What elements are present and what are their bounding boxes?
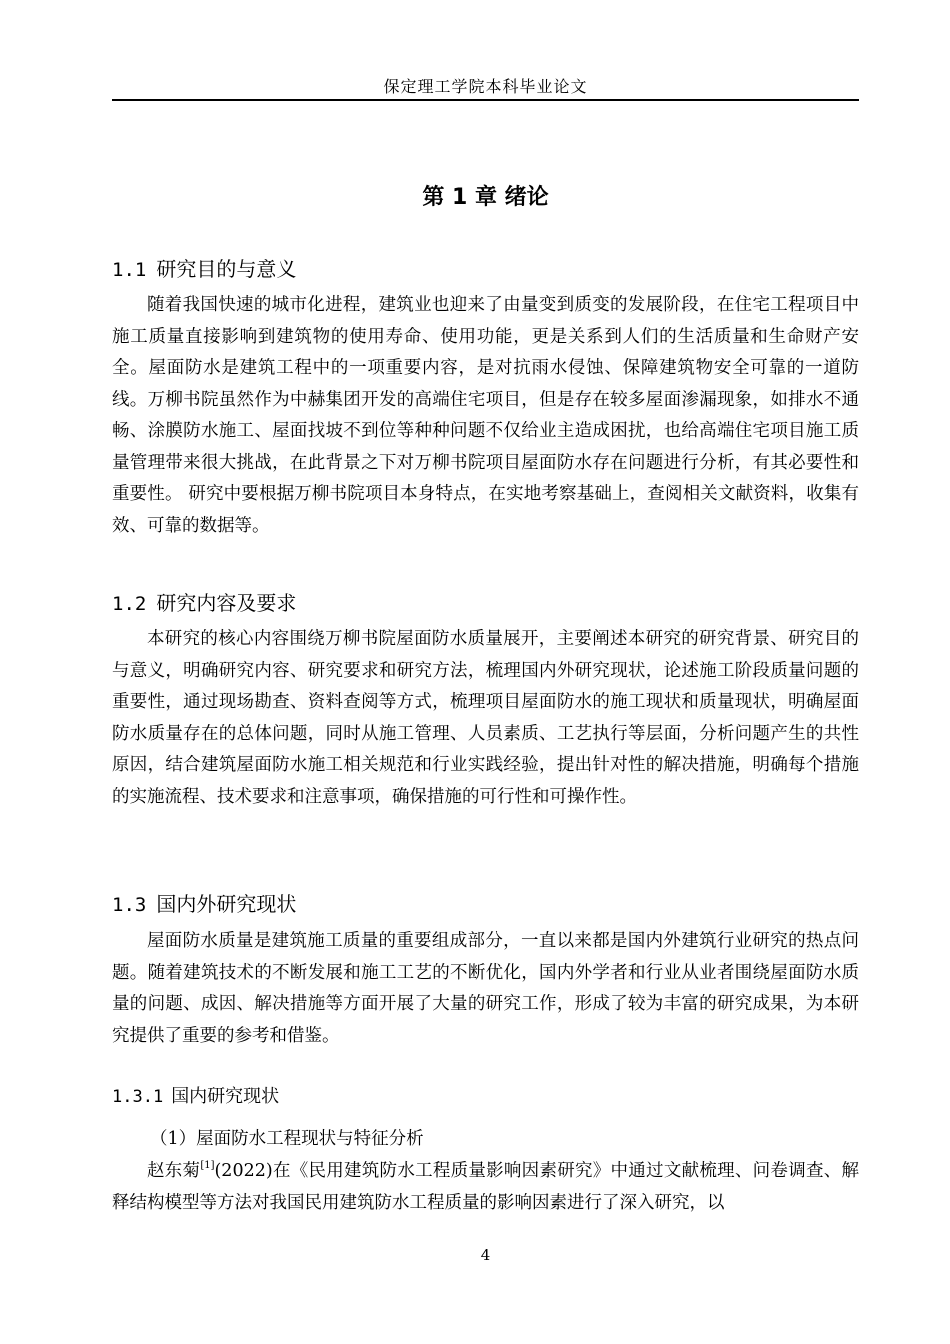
section-paragraph-1-3: 屋面防水质量是建筑施工质量的重要组成部分，一直以来都是国内外建筑行业研究的热点问题。随着建筑技术的不断发展和施工工艺的不断优化，国内外学者和行业从业者围绕屋面防水质量的问题、成因、解决措施等方面开展了大量的研究工作，形成了较为丰富的研究成果，为本研究提供了重要的参考和借鉴。 — [112, 931, 859, 1046]
page-header-title: 保定理工学院本科毕业论文 — [383, 77, 588, 96]
page-number: 4 — [480, 1246, 491, 1264]
section-paragraph-1-1: 随着我国快速的城市化进程，建筑业也迎来了由量变到质变的发展阶段，在住宅工程项目中施工质量直接影响到建筑物的使用寿命、使用功能，更是关系到人们的生活质量和生命财产安全。屋面防水是建筑工程中的一项重要内容，是对抗雨水侵蚀、保障建筑物安全可靠的一道防线。万柳书院虽然作为中赫集团开发的高端住宅项目，但是存在较多屋面渗漏现象，如排水不通畅、涂膜防水施工、屋面找坡不到位等种种问题不仅给业主造成困扰，也给高端住宅项目施工质量管理带来很大挑战，在此背景之下对万柳书院项目屋面防水存在问题进行分析，有其必要性和重要性。 研究中要根据万柳书院项目本身特点，在实地考察基础上，查阅相关文献资料，收集有效、可靠的数据等。 — [112, 295, 859, 536]
subsection-paragraph — [112, 1150, 859, 1219]
citation-reference[interactable]: [1] — [200, 1160, 215, 1171]
section-heading-1-3 — [112, 888, 296, 917]
section-paragraph-1-2: 本研究的核心内容围绕万柳书院屋面防水质量展开，主要阐述本研究的研究背景、研究目的与意义，明确研究内容、研究要求和研究方法，梳理国内外研究现状，论述施工阶段质量问题的重要性，通过现场勘查、资料查阅等方式，梳理项目屋面防水的施工现状和质量现状，明确屋面防水质量存在的总体问题，同时从施工管理、人员素质、工艺执行等层面，分析问题产生的共性原因，结合建筑屋面防水施工相关规范和行业实践经验，提出针对性的解决措施，明确每个措施的实施流程、技术要求和注意事项，确保措施的可行性和可操作性。 — [112, 629, 859, 807]
section-number: 1.1 — [112, 259, 147, 281]
citation-author: 赵东菊 — [147, 1161, 201, 1181]
chapter-title: 第 1 章 绪论 — [422, 185, 549, 210]
sub-item-heading: （1）屋面防水工程现状与特征分析 — [150, 1129, 424, 1149]
subsection-number: 1.3.1 — [112, 1087, 164, 1107]
section-title: 研究内容及要求 — [156, 591, 297, 615]
section-number: 1.3 — [112, 894, 147, 916]
section-title: 国内外研究现状 — [156, 892, 297, 916]
header-rule — [112, 99, 859, 101]
subsection-title: 国内研究现状 — [171, 1086, 280, 1107]
section-heading-1-1 — [112, 253, 296, 282]
section-number: 1.2 — [112, 593, 147, 615]
subsection-heading-1-3-1 — [112, 1082, 279, 1108]
section-title: 研究目的与意义 — [156, 257, 297, 281]
section-heading-1-2 — [112, 587, 296, 616]
paragraph-text: (2022)在《民用建筑防水工程质量影响因素研究》中通过文献梳理、问卷调查、解释结构模型等方法对我国民用建筑防水工程质量的影响因素进行了深入研究，以 — [112, 1161, 859, 1213]
